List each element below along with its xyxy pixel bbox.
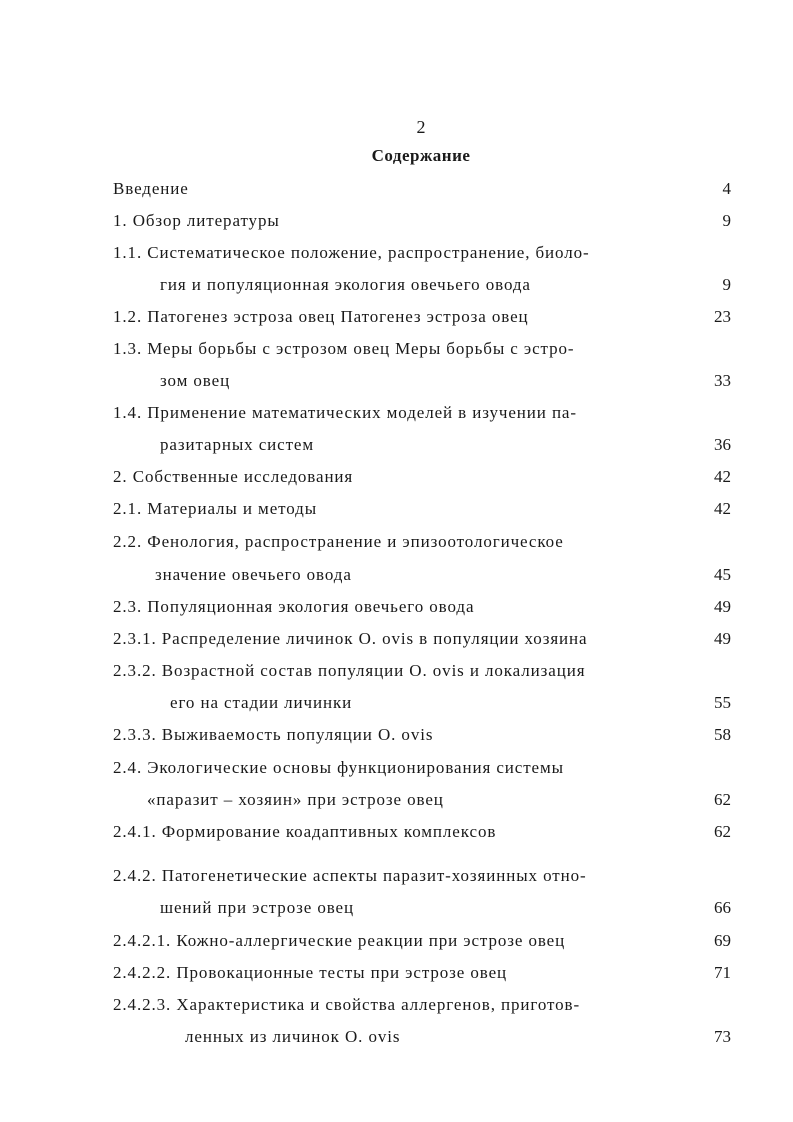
toc-entry-text: 2.3.3. Выживаемость популяции O. ovis	[113, 725, 434, 744]
page-number: 2	[416, 117, 426, 137]
toc-entry-text: 2.4. Экологические основы функционирования системы	[113, 758, 564, 777]
toc-entry-page: 71	[714, 963, 731, 982]
toc-entry-page: 33	[714, 371, 731, 390]
toc-entry-page: 42	[714, 467, 731, 486]
toc-entry-page: 45	[714, 565, 731, 584]
toc-entry-page: 55	[714, 693, 731, 712]
toc-entry-text: 2.4.1. Формирование коадаптивных комплексов	[113, 822, 497, 841]
toc-entry-page: 42	[714, 499, 731, 518]
toc-entry-text: 1.3. Меры борьбы с эстрозом овец Меры борьбы с эстро-	[113, 339, 575, 358]
toc-entry-page: 62	[714, 790, 731, 809]
toc-entry-text: 2.4.2.1. Кожно-аллергические реакции при эстрозе овец	[113, 931, 566, 950]
toc-entry-page: 9	[722, 211, 731, 230]
toc-entry-page: 69	[714, 931, 731, 950]
toc-entry-text: 1. Обзор литературы	[113, 211, 280, 230]
toc-entry-text: 1.4. Применение математических моделей в изучении па-	[113, 403, 577, 422]
toc-entry-text: 2. Собственные исследования	[113, 467, 354, 486]
toc-entry-page: 9	[722, 275, 731, 294]
toc-entry-text-continued: «паразит – хозяин» при эстрозе овец	[147, 790, 444, 809]
toc-entry-text: 2.4.2. Патогенетические аспекты паразит-хозяинных отно-	[113, 866, 587, 885]
toc-entry-text: 2.3. Популяционная экология овечьего овода	[113, 597, 475, 616]
toc-entry-text: 1.2. Патогенез эстроза овец Патогенез эстроза овец	[113, 307, 529, 326]
toc-entry-text: 2.1. Материалы и методы	[113, 499, 318, 518]
toc-entry-text: 1.1. Систематическое положение, распространение, биоло-	[113, 243, 590, 262]
toc-entry-text-continued: значение овечьего овода	[155, 565, 352, 584]
toc-entry-page: 73	[714, 1027, 731, 1046]
toc-entry-text: Введение	[113, 179, 189, 198]
toc-entry-text-continued: шений при эстрозе овец	[160, 898, 354, 917]
toc-entry-page: 4	[722, 179, 731, 198]
toc-entry-page: 49	[714, 597, 731, 616]
toc-entry-text-continued: зом овец	[160, 371, 231, 390]
toc-entry-text-continued: гия и популяционная экология овечьего овода	[160, 275, 531, 294]
toc-entry-text: 2.2. Фенология, распространение и эпизоотологическое	[113, 532, 564, 551]
toc-entry-text: 2.3.1. Распределение личинок O. ovis в популяции хозяина	[113, 629, 588, 648]
toc-entry-page: 66	[714, 898, 731, 917]
toc-entry-page: 58	[714, 725, 731, 744]
toc-entry-page: 62	[714, 822, 731, 841]
toc-entry-text: 2.4.2.2. Провокационные тесты при эстрозе овец	[113, 963, 508, 982]
toc-entry-text-continued: ленных из личинок O. ovis	[185, 1027, 401, 1046]
toc-entry-text-continued: его на стадии личинки	[170, 693, 353, 712]
toc-title: Содержание	[371, 146, 471, 165]
toc-entry-page: 36	[714, 435, 731, 454]
toc-entry-text-continued: разитарных систем	[160, 435, 315, 454]
toc-entry-text: 2.4.2.3. Характеристика и свойства аллергенов, приготов-	[113, 995, 581, 1014]
toc-entry-text: 2.3.2. Возрастной состав популяции O. ovis и локализация	[113, 661, 586, 680]
toc-entry-page: 49	[714, 629, 731, 648]
toc-entry-page: 23	[714, 307, 731, 326]
